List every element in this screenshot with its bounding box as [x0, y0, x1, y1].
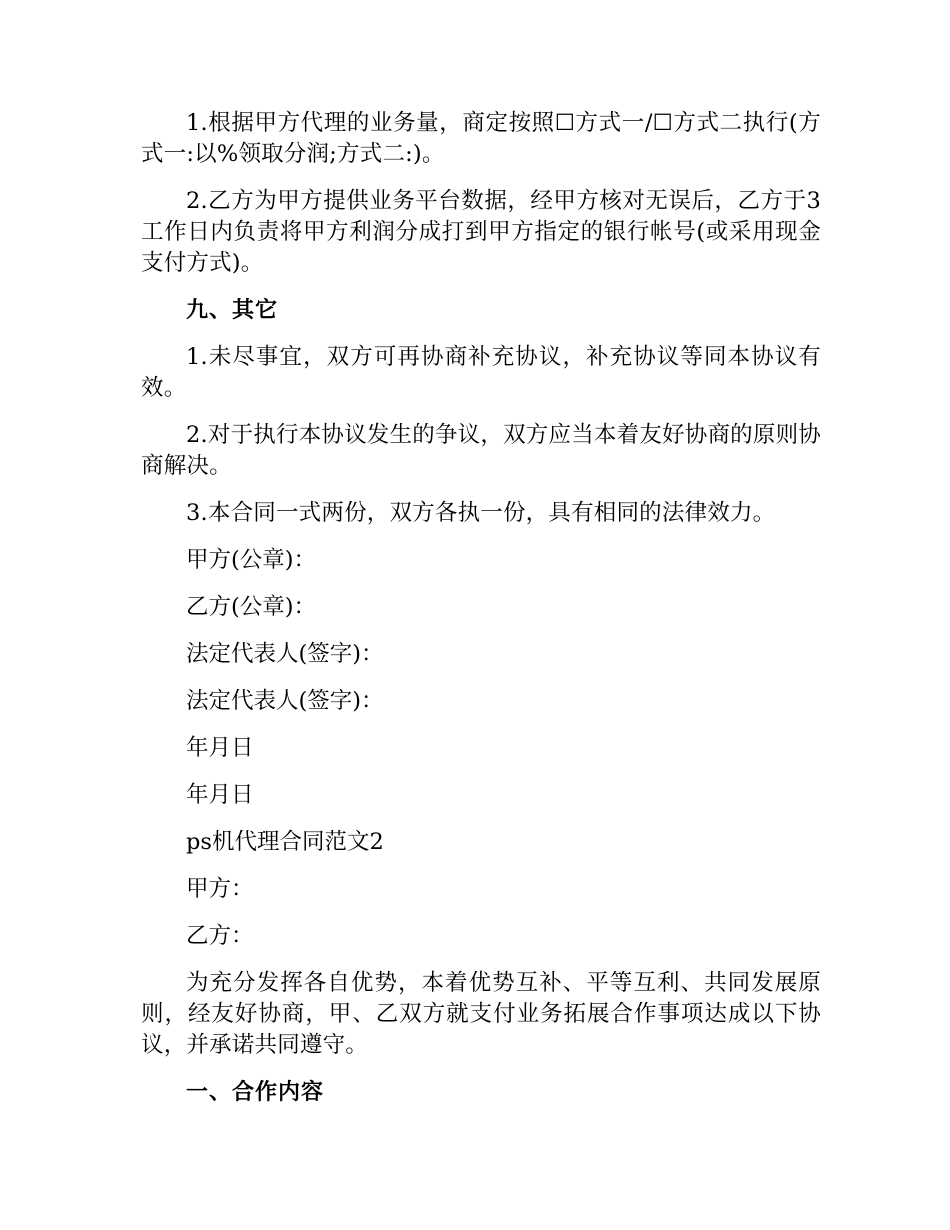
party-b-seal: 乙方(公章)：: [186, 594, 317, 620]
clause-2-payment: 2.乙方为甲方提供业务平台数据，经甲方核对无误后，乙方于3工作日内负责将甲方利润分成打到甲方指定的银行帐号(或采用现金支付方式)。: [141, 188, 821, 276]
other-clause-3: 3.本合同一式两份，双方各执一份，具有相同的法律效力。: [186, 500, 776, 526]
legal-rep-signature-a: 法定代表人(签字)：: [186, 641, 384, 667]
clause-1-profit-method: 1.根据甲方代理的业务量，商定按照☐方式一/☐方式二执行(方式一:以%领取分润;方式二:)。: [141, 110, 821, 167]
legal-rep-signature-b: 法定代表人(签字)：: [186, 688, 384, 714]
party-b-label: 乙方：: [186, 923, 254, 949]
party-a-seal: 甲方(公章)：: [186, 547, 317, 573]
party-a-label: 甲方：: [186, 876, 254, 902]
document-body: [141, 108, 821, 1124]
section-1-heading: 一、合作内容: [186, 1080, 325, 1105]
other-clause-1: 1.未尽事宜，双方可再协商补充协议，补充协议等同本协议有效。: [141, 344, 821, 401]
doc-2-title: ps机代理合同范文2: [186, 829, 384, 855]
date-b: 年月日: [186, 782, 254, 808]
date-a: 年月日: [186, 735, 254, 761]
other-clause-2: 2.对于执行本协议发生的争议，双方应当本着友好协商的原则协商解决。: [141, 422, 821, 479]
section-9-heading: 九、其它: [186, 298, 279, 323]
preamble: 为充分发挥各自优势，本着优势互补、平等互利、共同发展原则，经友好协商，甲、乙双方就支付业务拓展合作事项达成以下协议，并承诺共同遵守。: [141, 970, 821, 1058]
